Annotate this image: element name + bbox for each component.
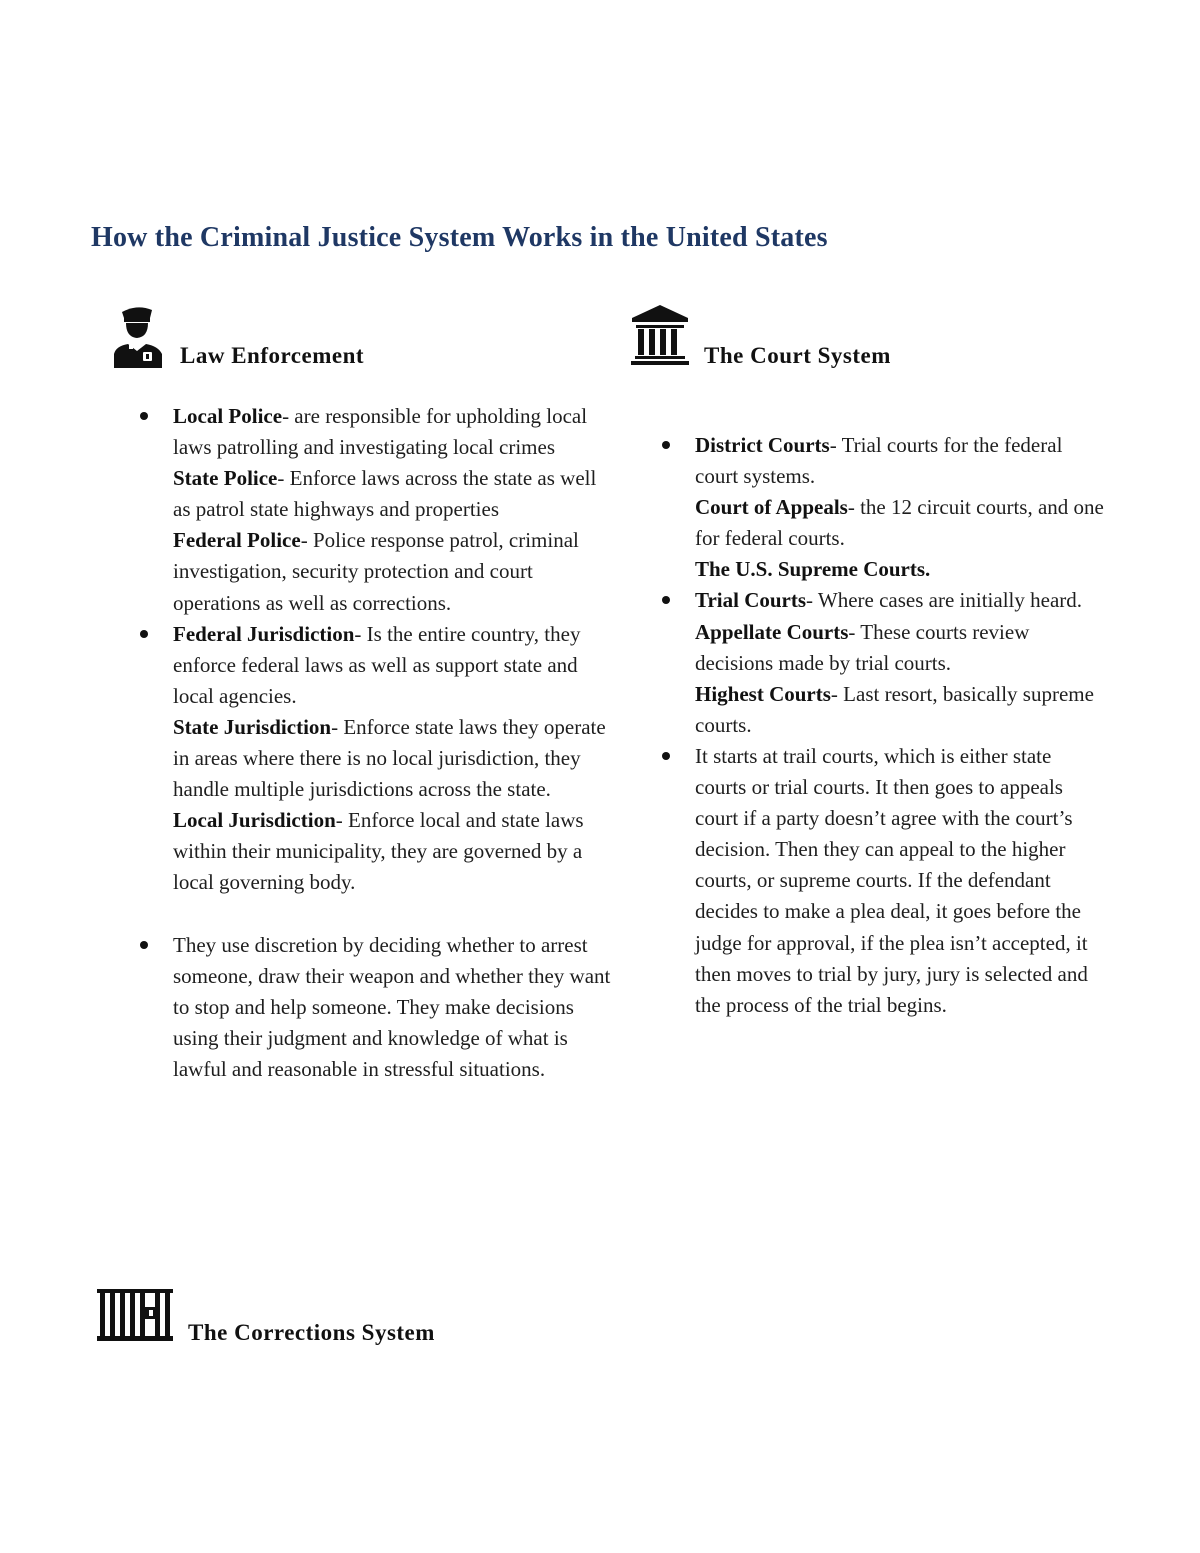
list-entry: They use discretion by deciding whether to arrest someone, draw their weapon and whether they want to stop and help someone. They make decisions using their judgment and knowledge of what is lawful and reasonable in stressful situations. bbox=[173, 932, 611, 1081]
list-item bbox=[137, 619, 617, 899]
court-system-list bbox=[659, 430, 1104, 1021]
list-entry: District Courts- Trial courts for the federal court systems. bbox=[695, 433, 1063, 489]
list-entry: Appellate Courts- These courts review decisions made by trial courts. bbox=[695, 619, 1030, 675]
list-item bbox=[659, 430, 1104, 585]
police-officer-icon bbox=[112, 304, 164, 368]
list-entry: Local Police- are responsible for upholding local laws patrolling and investigating local crimes bbox=[173, 404, 588, 460]
list-entry: Federal Police- Police response patrol, criminal investigation, security protection and court operations as well as corrections. bbox=[173, 528, 579, 615]
list-entry: Local Jurisdiction- Enforce local and state laws within their municipality, they are governed by a local governing body. bbox=[173, 808, 584, 895]
list-entry: Trial Courts- Where cases are initially heard. bbox=[695, 588, 1083, 613]
corrections-system-heading: The Corrections System bbox=[188, 1320, 435, 1345]
page-title: How the Criminal Justice System Works in the United States bbox=[91, 222, 828, 253]
list-item bbox=[137, 401, 617, 619]
list-item bbox=[659, 741, 1104, 1021]
list-entry: State Jurisdiction- Enforce state laws they operate in areas where there is no local jurisdiction, they handle multiple jurisdictions across the state. bbox=[173, 714, 606, 802]
list-entry: It starts at trail courts, which is either state courts or trial courts. It then goes to appeals court if a party doesn’t agree with the court’s decision. Then they can appeal to the higher courts, or supreme courts. If the defendant decides to make a plea deal, it goes before the judge for approval, if the plea isn’t accepted, it then moves to trial by jury, jury is selected and the process of the trial begins. bbox=[695, 743, 1088, 1017]
law-enforcement-list bbox=[137, 401, 617, 1085]
courthouse-icon bbox=[631, 305, 689, 365]
list-item bbox=[137, 930, 617, 1085]
list-entry: State Police- Enforce laws across the state as well as patrol state highways and properties bbox=[173, 466, 597, 522]
list-entry: Court of Appeals- the 12 circuit courts, and one for federal courts. bbox=[695, 495, 1104, 551]
list-entry: The U.S. Supreme Courts. bbox=[695, 557, 931, 582]
law-enforcement-heading: Law Enforcement bbox=[180, 343, 365, 368]
list-entry: Highest Courts- Last resort, basically supreme courts. bbox=[695, 681, 1094, 737]
list-item bbox=[659, 585, 1104, 740]
list-entry: Federal Jurisdiction- Is the entire country, they enforce federal laws as well as support state and local agencies. bbox=[173, 621, 581, 708]
court-system-heading: The Court System bbox=[704, 343, 891, 368]
jail-cell-icon bbox=[97, 1289, 173, 1341]
